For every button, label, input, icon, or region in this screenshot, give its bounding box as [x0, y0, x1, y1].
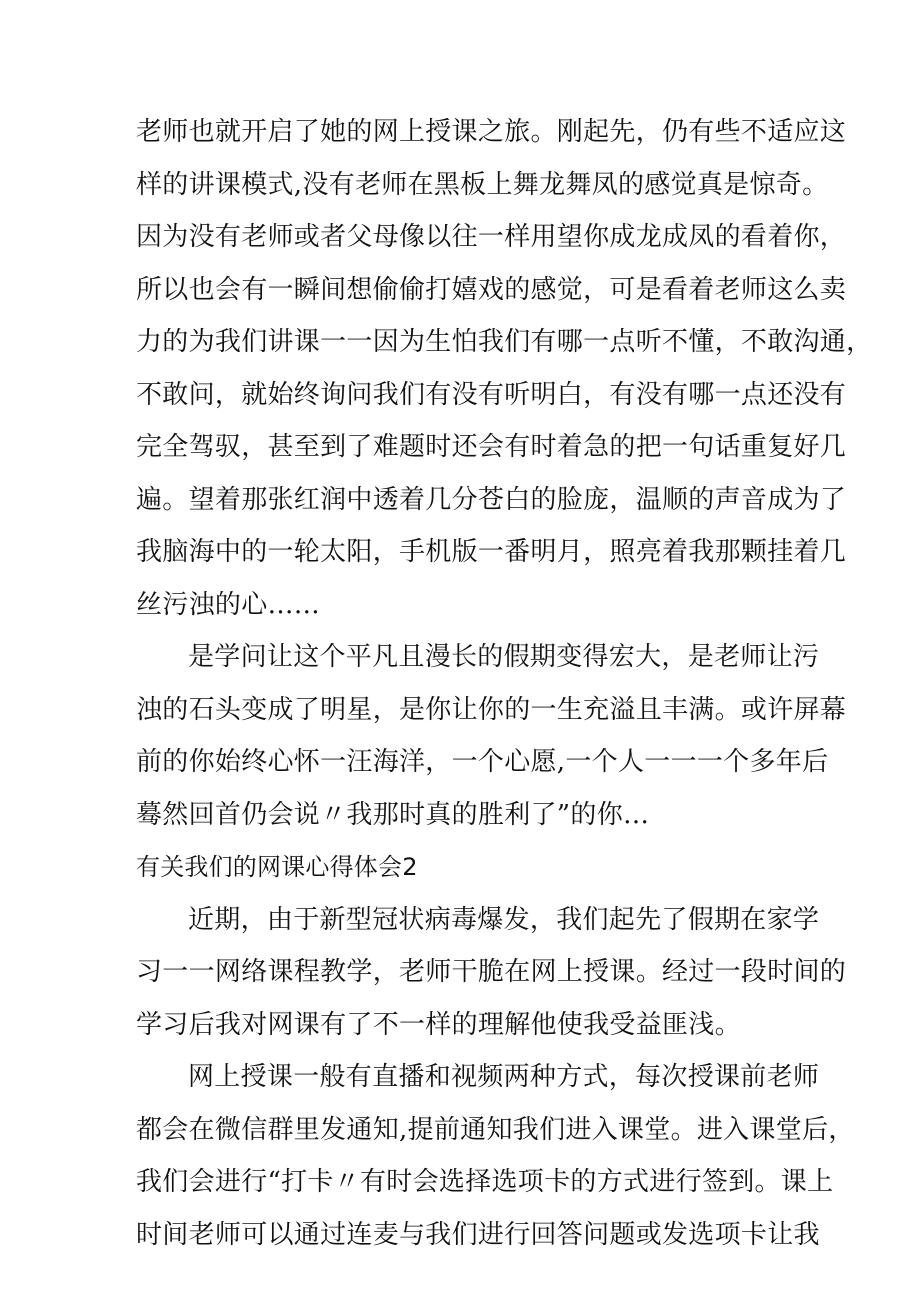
text-line: 习一一网络课程教学，老师干脆在网上授课。经过一段时间的: [136, 957, 847, 987]
text-line: 样的讲课模式,没有老师在黑板上舞龙舞凤的感觉真是惊奇。: [136, 169, 829, 200]
paragraph-2: [136, 631, 847, 841]
text-line: 是学问让这个平凡且漫长的假期变得宏大，是老师让污: [188, 642, 820, 672]
text-line: 前的你始终心怀一汪海洋，一个心愿,一个人一一一个多年后: [136, 747, 829, 777]
text-line: 时间老师可以通过连麦与我们进行回答问题或发选项卡让我: [136, 1219, 820, 1250]
paragraph-3: [136, 894, 847, 1052]
text-line: 因为没有老师或者父母像以往一样用望你成龙成凤的看着你，: [136, 222, 847, 252]
text-line: 完全驾驭，甚至到了难题时还会有时着急的把一句话重复好几: [136, 432, 847, 462]
paragraph-4: [136, 1051, 855, 1261]
section-heading: 有关我们的网课心得体会2: [136, 853, 418, 881]
text-line: 我脑海中的一轮太阳，手机版一番明月，照亮着我那颗挂着几: [136, 537, 847, 567]
text-line: 浊的石头变成了明星，是你让你的一生充溢且丰满。或许屏幕: [136, 694, 847, 725]
text-line: 网上授课一般有直播和视频两种方式，每次授课前老师: [188, 1062, 820, 1092]
text-line: 力的为我们讲课一一因为生怕我们有哪一点听不懂，不敢沟通，: [136, 327, 873, 357]
text-line: 近期，由于新型冠状病毒爆发，我们起先了假期在家学: [188, 904, 820, 935]
paragraph-1: [136, 106, 873, 631]
text-line: 蓦然回首仍会说〃我那时真的胜利了”的你…: [136, 799, 650, 830]
document-body: [136, 106, 873, 1261]
text-line: 不敢问，就始终询问我们有没有听明白，有没有哪一点还没有: [136, 379, 847, 410]
text-line: 我们会进行“打卡〃有时会选择选项卡的方式进行签到。课上: [136, 1167, 834, 1197]
text-line: 学习后我对网课有了不一样的理解他使我受益匪浅。: [136, 1009, 741, 1040]
text-line: 丝污浊的心……: [136, 589, 321, 620]
text-line: 老师也就开启了她的网上授课之旅。刚起先，仍有些不适应这: [136, 117, 847, 147]
text-line: 所以也会有一瞬间想偷偷打嬉戏的感觉，可是看着老师这么卖: [136, 274, 847, 305]
text-line: 遍。望着那张红润中透着几分苍白的脸庞，温顺的声音成为了: [136, 484, 847, 515]
text-line: 都会在微信群里发通知,提前通知我们进入课堂。进入课堂后，: [136, 1114, 855, 1145]
